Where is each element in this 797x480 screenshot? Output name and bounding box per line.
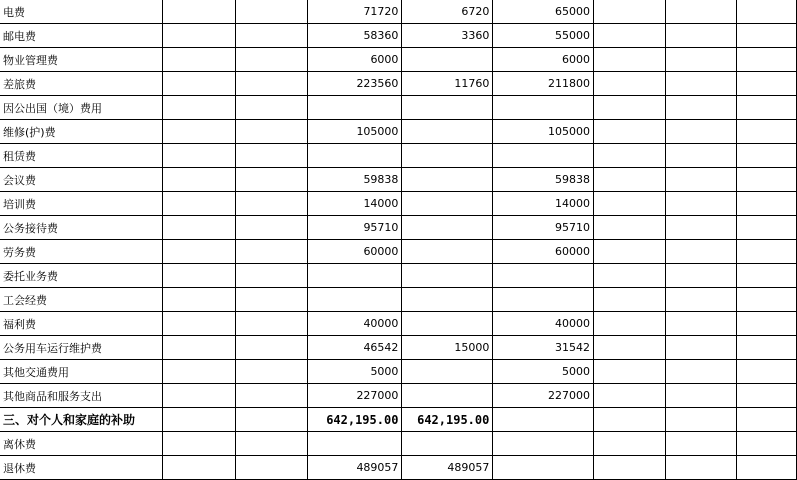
empty-cell[interactable]: [235, 264, 307, 288]
table-row: [0, 168, 797, 192]
empty-cell[interactable]: [594, 96, 666, 120]
empty-cell[interactable]: [737, 96, 797, 120]
empty-cell[interactable]: [235, 24, 307, 48]
total-amount-cell[interactable]: [307, 264, 402, 288]
item-label-cell[interactable]: 委托业务费: [0, 264, 163, 288]
empty-cell[interactable]: [737, 216, 797, 240]
empty-cell[interactable]: [665, 0, 737, 24]
empty-cell[interactable]: [594, 408, 666, 432]
amount-cell-b[interactable]: 59838: [493, 168, 594, 192]
item-label-cell[interactable]: 离休费: [0, 432, 163, 456]
amount-cell-a[interactable]: [402, 312, 493, 336]
empty-cell[interactable]: [163, 360, 236, 384]
empty-cell[interactable]: [737, 192, 797, 216]
total-amount-cell[interactable]: 6000: [307, 48, 402, 72]
total-amount-cell[interactable]: 60000: [307, 240, 402, 264]
empty-cell[interactable]: [163, 192, 236, 216]
empty-cell[interactable]: [665, 144, 737, 168]
amount-cell-a[interactable]: [402, 360, 493, 384]
empty-cell[interactable]: [163, 48, 236, 72]
empty-cell[interactable]: [594, 360, 666, 384]
empty-cell[interactable]: [235, 48, 307, 72]
item-label-cell[interactable]: 其他商品和服务支出: [0, 384, 163, 408]
item-label-cell[interactable]: 租赁费: [0, 144, 163, 168]
table-row: [0, 336, 797, 360]
empty-cell[interactable]: [665, 120, 737, 144]
item-label-cell[interactable]: 三、对个人和家庭的补助: [0, 408, 163, 432]
empty-cell[interactable]: [665, 168, 737, 192]
amount-cell-a[interactable]: [402, 144, 493, 168]
empty-cell[interactable]: [594, 144, 666, 168]
amount-cell-a[interactable]: [402, 216, 493, 240]
empty-cell[interactable]: [594, 456, 666, 480]
empty-cell[interactable]: [594, 192, 666, 216]
empty-cell[interactable]: [594, 216, 666, 240]
total-amount-cell[interactable]: [307, 96, 402, 120]
amount-cell-a[interactable]: [402, 384, 493, 408]
table-row: [0, 264, 797, 288]
empty-cell[interactable]: [163, 264, 236, 288]
amount-cell-b[interactable]: [493, 408, 594, 432]
empty-cell[interactable]: [737, 384, 797, 408]
empty-cell[interactable]: [737, 456, 797, 480]
amount-cell-b[interactable]: 14000: [493, 192, 594, 216]
item-label-cell[interactable]: 因公出国（境）费用: [0, 96, 163, 120]
item-label-cell[interactable]: 维修(护)费: [0, 120, 163, 144]
empty-cell[interactable]: [235, 144, 307, 168]
amount-cell-b[interactable]: 40000: [493, 312, 594, 336]
table-row: [0, 384, 797, 408]
item-label-cell[interactable]: 其他交通费用: [0, 360, 163, 384]
empty-cell[interactable]: [665, 456, 737, 480]
amount-cell-a[interactable]: [402, 288, 493, 312]
empty-cell[interactable]: [594, 240, 666, 264]
amount-cell-a[interactable]: [402, 48, 493, 72]
empty-cell[interactable]: [737, 360, 797, 384]
empty-cell[interactable]: [235, 456, 307, 480]
empty-cell[interactable]: [594, 264, 666, 288]
table-row: [0, 408, 797, 432]
total-amount-cell[interactable]: 489057: [307, 456, 402, 480]
empty-cell[interactable]: [163, 96, 236, 120]
total-amount-cell[interactable]: 46542: [307, 336, 402, 360]
empty-cell[interactable]: [235, 192, 307, 216]
empty-cell[interactable]: [163, 336, 236, 360]
empty-cell[interactable]: [594, 168, 666, 192]
item-label-cell[interactable]: 差旅费: [0, 72, 163, 96]
empty-cell[interactable]: [665, 24, 737, 48]
empty-cell[interactable]: [163, 456, 236, 480]
item-label-cell[interactable]: 公务接待费: [0, 216, 163, 240]
total-amount-cell[interactable]: 105000: [307, 120, 402, 144]
amount-cell-b[interactable]: [493, 288, 594, 312]
amount-cell-b[interactable]: 227000: [493, 384, 594, 408]
table-row: [0, 456, 797, 480]
empty-cell[interactable]: [737, 144, 797, 168]
empty-cell[interactable]: [737, 264, 797, 288]
empty-cell[interactable]: [594, 336, 666, 360]
total-amount-cell[interactable]: [307, 288, 402, 312]
empty-cell[interactable]: [163, 144, 236, 168]
empty-cell[interactable]: [163, 384, 236, 408]
empty-cell[interactable]: [594, 48, 666, 72]
table-row: [0, 120, 797, 144]
amount-cell-b[interactable]: 211800: [493, 72, 594, 96]
amount-cell-a[interactable]: [402, 120, 493, 144]
amount-cell-b[interactable]: 105000: [493, 120, 594, 144]
empty-cell[interactable]: [665, 288, 737, 312]
empty-cell[interactable]: [163, 120, 236, 144]
table-row: [0, 24, 797, 48]
table-row: [0, 312, 797, 336]
empty-cell[interactable]: [737, 0, 797, 24]
empty-cell[interactable]: [665, 312, 737, 336]
empty-cell[interactable]: [737, 168, 797, 192]
empty-cell[interactable]: [665, 240, 737, 264]
empty-cell[interactable]: [235, 216, 307, 240]
amount-cell-a[interactable]: [402, 240, 493, 264]
amount-cell-a[interactable]: [402, 192, 493, 216]
empty-cell[interactable]: [665, 360, 737, 384]
empty-cell[interactable]: [737, 72, 797, 96]
item-label-cell[interactable]: 工会经费: [0, 288, 163, 312]
empty-cell[interactable]: [163, 240, 236, 264]
empty-cell[interactable]: [594, 384, 666, 408]
total-amount-cell[interactable]: 58360: [307, 24, 402, 48]
item-label-cell[interactable]: 劳务费: [0, 240, 163, 264]
empty-cell[interactable]: [163, 72, 236, 96]
amount-cell-a[interactable]: 489057: [402, 456, 493, 480]
amount-cell-a[interactable]: [402, 96, 493, 120]
total-amount-cell[interactable]: 5000: [307, 360, 402, 384]
empty-cell[interactable]: [163, 288, 236, 312]
empty-cell[interactable]: [594, 72, 666, 96]
empty-cell[interactable]: [235, 408, 307, 432]
empty-cell[interactable]: [235, 240, 307, 264]
amount-cell-b[interactable]: 95710: [493, 216, 594, 240]
table-row: [0, 216, 797, 240]
empty-cell[interactable]: [235, 96, 307, 120]
empty-cell[interactable]: [235, 0, 307, 24]
table-row: [0, 144, 797, 168]
empty-cell[interactable]: [737, 408, 797, 432]
amount-cell-b[interactable]: 31542: [493, 336, 594, 360]
empty-cell[interactable]: [594, 432, 666, 456]
amount-cell-a[interactable]: 6720: [402, 0, 493, 24]
amount-cell-a[interactable]: 642,195.00: [402, 408, 493, 432]
empty-cell[interactable]: [737, 24, 797, 48]
item-label-cell[interactable]: 邮电费: [0, 24, 163, 48]
empty-cell[interactable]: [163, 24, 236, 48]
amount-cell-b[interactable]: 6000: [493, 48, 594, 72]
empty-cell[interactable]: [594, 288, 666, 312]
empty-cell[interactable]: [235, 120, 307, 144]
amount-cell-a[interactable]: [402, 168, 493, 192]
empty-cell[interactable]: [737, 48, 797, 72]
total-amount-cell[interactable]: [307, 432, 402, 456]
empty-cell[interactable]: [235, 312, 307, 336]
amount-cell-a[interactable]: [402, 264, 493, 288]
item-label-cell[interactable]: 电费: [0, 0, 163, 24]
amount-cell-b[interactable]: 55000: [493, 24, 594, 48]
empty-cell[interactable]: [594, 312, 666, 336]
table-row: [0, 96, 797, 120]
empty-cell[interactable]: [737, 120, 797, 144]
amount-cell-b[interactable]: [493, 144, 594, 168]
empty-cell[interactable]: [665, 264, 737, 288]
empty-cell[interactable]: [163, 0, 236, 24]
empty-cell[interactable]: [163, 432, 236, 456]
amount-cell-a[interactable]: 15000: [402, 336, 493, 360]
total-amount-cell[interactable]: 59838: [307, 168, 402, 192]
amount-cell-b[interactable]: 65000: [493, 0, 594, 24]
empty-cell[interactable]: [235, 288, 307, 312]
empty-cell[interactable]: [665, 48, 737, 72]
total-amount-cell[interactable]: 223560: [307, 72, 402, 96]
empty-cell[interactable]: [235, 384, 307, 408]
item-label-cell[interactable]: 公务用车运行维护费: [0, 336, 163, 360]
table-row: [0, 192, 797, 216]
empty-cell[interactable]: [665, 72, 737, 96]
empty-cell[interactable]: [665, 216, 737, 240]
empty-cell[interactable]: [665, 384, 737, 408]
empty-cell[interactable]: [594, 24, 666, 48]
empty-cell[interactable]: [235, 336, 307, 360]
total-amount-cell[interactable]: 95710: [307, 216, 402, 240]
empty-cell[interactable]: [665, 408, 737, 432]
amount-cell-a[interactable]: 3360: [402, 24, 493, 48]
amount-cell-b[interactable]: [493, 432, 594, 456]
item-label-cell[interactable]: 物业管理费: [0, 48, 163, 72]
item-label-cell[interactable]: 培训费: [0, 192, 163, 216]
item-label-cell[interactable]: 福利费: [0, 312, 163, 336]
empty-cell[interactable]: [235, 72, 307, 96]
amount-cell-b[interactable]: 60000: [493, 240, 594, 264]
empty-cell[interactable]: [737, 240, 797, 264]
empty-cell[interactable]: [665, 336, 737, 360]
empty-cell[interactable]: [163, 216, 236, 240]
empty-cell[interactable]: [737, 432, 797, 456]
total-amount-cell[interactable]: 227000: [307, 384, 402, 408]
empty-cell[interactable]: [737, 288, 797, 312]
empty-cell[interactable]: [235, 432, 307, 456]
amount-cell-b[interactable]: [493, 264, 594, 288]
table-row: [0, 360, 797, 384]
empty-cell[interactable]: [665, 192, 737, 216]
item-label-cell[interactable]: 会议费: [0, 168, 163, 192]
amount-cell-a[interactable]: [402, 432, 493, 456]
amount-cell-b[interactable]: 5000: [493, 360, 594, 384]
empty-cell[interactable]: [665, 96, 737, 120]
empty-cell[interactable]: [594, 120, 666, 144]
amount-cell-b[interactable]: [493, 456, 594, 480]
total-amount-cell[interactable]: 40000: [307, 312, 402, 336]
table-row: [0, 72, 797, 96]
item-label-cell[interactable]: 退休费: [0, 456, 163, 480]
total-amount-cell[interactable]: [307, 144, 402, 168]
empty-cell[interactable]: [737, 312, 797, 336]
empty-cell[interactable]: [235, 360, 307, 384]
amount-cell-a[interactable]: 11760: [402, 72, 493, 96]
total-amount-cell[interactable]: 642,195.00: [307, 408, 402, 432]
empty-cell[interactable]: [163, 168, 236, 192]
amount-cell-b[interactable]: [493, 96, 594, 120]
empty-cell[interactable]: [163, 408, 236, 432]
empty-cell[interactable]: [235, 168, 307, 192]
total-amount-cell[interactable]: 71720: [307, 0, 402, 24]
table-row: [0, 432, 797, 456]
total-amount-cell[interactable]: 14000: [307, 192, 402, 216]
table-row: [0, 0, 797, 24]
table-row: [0, 48, 797, 72]
empty-cell[interactable]: [737, 336, 797, 360]
table-row: [0, 288, 797, 312]
table-row: [0, 240, 797, 264]
empty-cell[interactable]: [163, 312, 236, 336]
empty-cell[interactable]: [594, 0, 666, 24]
empty-cell[interactable]: [665, 432, 737, 456]
